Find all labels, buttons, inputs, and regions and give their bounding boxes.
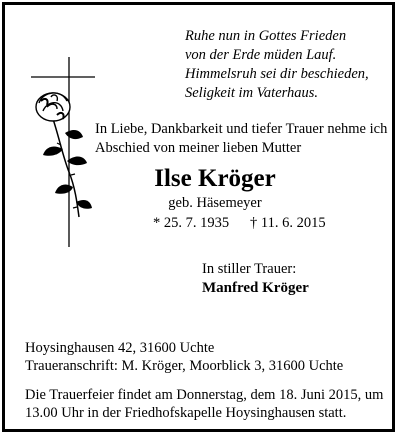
cross-with-rose-icon <box>31 57 101 247</box>
address-line: Hoysinghausen 42, 31600 Uchte <box>25 340 215 356</box>
birth-date: * 25. 7. 1935 <box>153 215 230 231</box>
intro-text <box>95 120 395 158</box>
service-line: Die Trauerfeier findet am Donnerstag, dem 18. Juni 2015, um <box>25 387 384 403</box>
service-info <box>25 386 383 422</box>
death-date: † 11. 6. 2015 <box>250 215 326 231</box>
poem-line: Himmelsruh sei dir beschieden, <box>185 66 369 82</box>
mourners-label: In stiller Trauer: <box>202 261 297 277</box>
address-line: Traueranschrift: M. Kröger, Moorblick 3, 31600 Uchte <box>25 358 344 374</box>
poem-line: Seligkeit im Vaterhaus. <box>185 85 319 101</box>
deceased-name: Ilse Kröger <box>154 165 276 192</box>
poem-line: von der Erde müden Lauf. <box>185 47 337 63</box>
address-block <box>25 339 343 375</box>
poem <box>185 27 390 103</box>
service-line: 13.00 Uhr in der Friedhofskapelle Hoysinghausen statt. <box>25 405 347 421</box>
birth-name: geb. Häsemeyer <box>168 195 262 211</box>
intro-line: In Liebe, Dankbarkeit und tiefer Trauer nehme ich <box>95 121 388 137</box>
obituary-frame <box>2 2 395 432</box>
poem-line: Ruhe nun in Gottes Frieden <box>185 28 347 44</box>
intro-line: Abschied von meiner lieben Mutter <box>95 140 302 156</box>
mourner-name: Manfred Kröger <box>202 280 309 296</box>
